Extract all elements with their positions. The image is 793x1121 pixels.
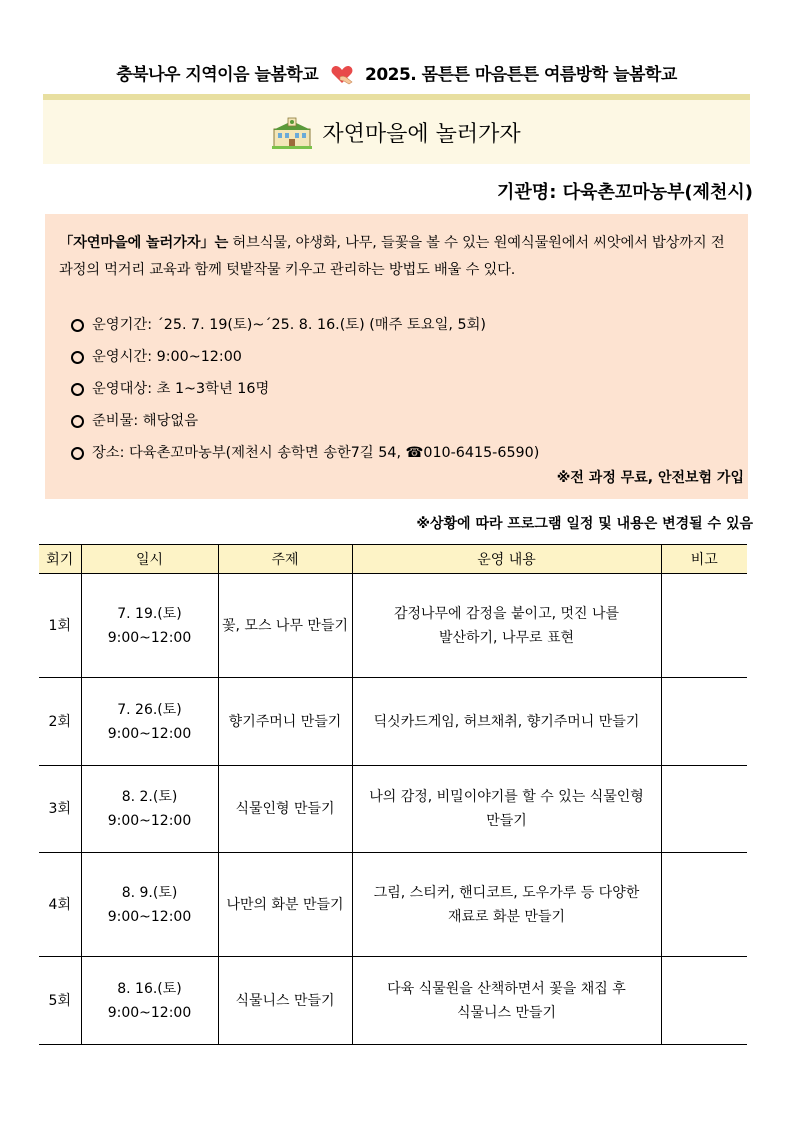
header-date: 일시	[81, 545, 218, 574]
school-icon	[272, 115, 312, 149]
detail-list	[59, 309, 734, 469]
cell-date: 8. 9.(토) 9:00~12:00	[81, 853, 218, 957]
cell-date: 8. 16.(토) 9:00~12:00	[81, 957, 218, 1045]
page-title: 자연마을에 놀러가자	[322, 121, 521, 147]
cell-note	[661, 853, 747, 957]
free-note: ※전 과정 무료, 안전보험 가입	[556, 470, 744, 486]
circle-bullet-icon	[71, 415, 84, 428]
circle-bullet-icon	[71, 351, 84, 364]
cell-note	[661, 574, 747, 678]
table-header-row	[39, 545, 747, 574]
circle-bullet-icon	[71, 319, 84, 332]
header-topic: 주제	[218, 545, 352, 574]
intro-paragraph	[59, 230, 734, 284]
header-left: 충북나우 지역이음 늘봄학교	[116, 65, 319, 85]
circle-bullet-icon	[71, 447, 84, 460]
cell-round: 2회	[39, 678, 81, 766]
cell-note	[661, 678, 747, 766]
cell-note	[661, 957, 747, 1045]
info-box	[45, 214, 748, 499]
header-content: 운영 내용	[352, 545, 661, 574]
table-row	[39, 957, 747, 1045]
intro-text: 허브식물, 야생화, 나무, 들꽃을 볼 수 있는 원예식물원에서 씨앗에서 밥상까지 전 과정의 먹거리 교육과 함께 텃밭작물 키우고 관리하는 방법도 배울 수 있다.	[59, 235, 725, 278]
table-row	[39, 678, 747, 766]
cell-content: 감정나무에 감정을 붙이고, 멋진 나를 발산하기, 나무로 표현	[352, 574, 661, 678]
cell-content: 나의 감정, 비밀이야기를 할 수 있는 식물인형 만들기	[352, 766, 661, 853]
header-right: 2025. 몸튼튼 마음튼튼 여름방학 늘봄학교	[364, 65, 677, 85]
cell-date: 7. 26.(토) 9:00~12:00	[81, 678, 218, 766]
schedule-table	[39, 544, 747, 1045]
cell-date: 7. 19.(토) 9:00~12:00	[81, 574, 218, 678]
document-header	[40, 60, 753, 85]
program-name: 「자연마을에 놀러가자」는	[59, 235, 229, 251]
title-box	[43, 100, 750, 164]
table-row	[39, 766, 747, 853]
table-row	[39, 853, 747, 957]
cell-topic: 꽃, 모스 나무 만들기	[218, 574, 352, 678]
detail-supplies: 준비물: 해당없음	[71, 405, 734, 437]
cell-content: 그림, 스티커, 핸디코트, 도우가루 등 다양한 재료로 화분 만들기	[352, 853, 661, 957]
cell-topic: 나만의 화분 만들기	[218, 853, 352, 957]
cell-topic: 식물인형 만들기	[218, 766, 352, 853]
cell-round: 4회	[39, 853, 81, 957]
agency-name: 기관명: 다육촌꼬마농부(제천시)	[497, 182, 753, 203]
header-round: 회기	[39, 545, 81, 574]
detail-target: 운영대상: 초 1~3학년 16명	[71, 373, 734, 405]
circle-bullet-icon	[71, 383, 84, 396]
detail-time: 운영시간: 9:00~12:00	[71, 341, 734, 373]
table-row	[39, 574, 747, 678]
cell-content: 딕싯카드게임, 허브채취, 향기주머니 만들기	[352, 678, 661, 766]
cell-round: 1회	[39, 574, 81, 678]
cell-content: 다육 식물원을 산책하면서 꽃을 채집 후 식물니스 만들기	[352, 957, 661, 1045]
cell-round: 3회	[39, 766, 81, 853]
detail-period: 운영기간: ´25. 7. 19(토)~´25. 8. 16.(토) (매주 토요일, 5회)	[71, 309, 734, 341]
detail-location: 장소: 다육촌꼬마농부(제천시 송학면 송한7길 54, ☎010-6415-6590)	[71, 437, 734, 469]
cell-topic: 식물니스 만들기	[218, 957, 352, 1045]
header-note: 비고	[661, 545, 747, 574]
heart-hand-icon	[330, 65, 354, 85]
change-note: ※상황에 따라 프로그램 일정 및 내용은 변경될 수 있음	[416, 516, 753, 532]
cell-date: 8. 2.(토) 9:00~12:00	[81, 766, 218, 853]
cell-topic: 향기주머니 만들기	[218, 678, 352, 766]
cell-round: 5회	[39, 957, 81, 1045]
cell-note	[661, 766, 747, 853]
